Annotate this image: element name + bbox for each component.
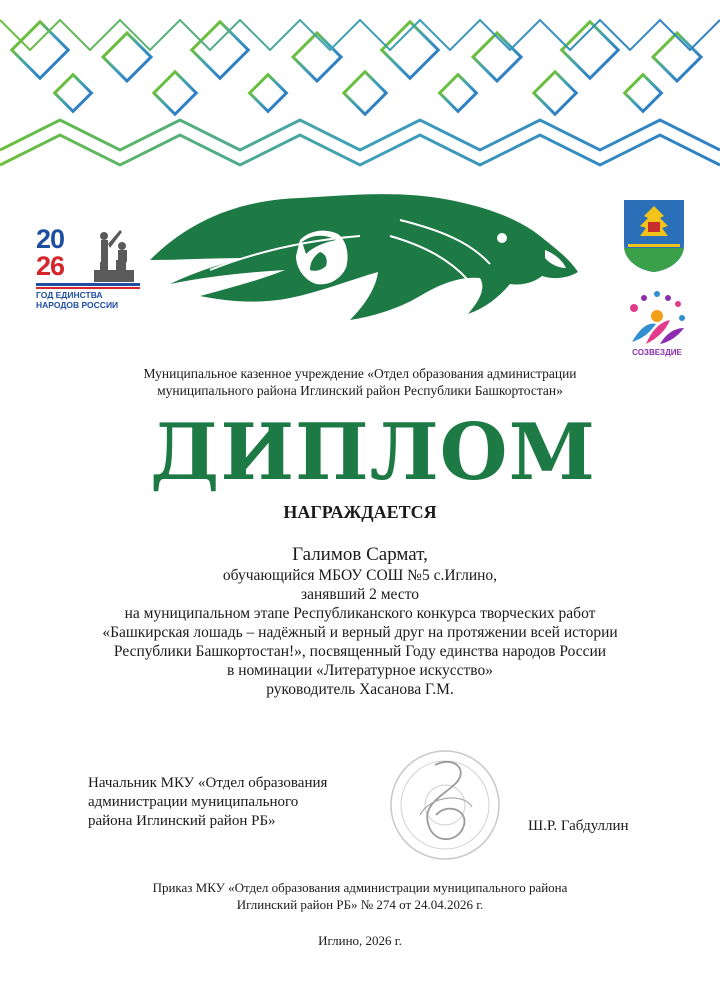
logo-caption-line2: НАРОДОВ РОССИИ	[36, 300, 119, 310]
horse-head-with-rider-emblem-icon	[150, 180, 580, 325]
recipient-name: Галимов Сармат,	[292, 544, 428, 565]
signatory-line3: района Иглинский район РБ»	[88, 813, 276, 829]
signatory-line1: Начальник МКУ «Отдел образования	[88, 775, 328, 791]
order-line1: Приказ МКУ «Отдел образования администрации муниципального района	[152, 880, 568, 895]
sozvezdie-label: СОЗВЕЗДИЕ	[632, 348, 682, 357]
year-of-unity-logo	[36, 226, 140, 318]
sozvezdie-stars-icon	[622, 290, 692, 350]
logo-caption-line1: ГОД ЕДИНСТВА	[36, 290, 103, 300]
signatory-position	[88, 774, 388, 831]
awarded-heading: НАГРАЖДАЕТСЯ	[283, 502, 437, 522]
minin-pozharsky-monument-icon	[86, 226, 140, 284]
official-seal-stamp	[380, 745, 510, 865]
logo-caption	[36, 290, 140, 310]
place-and-year: Иглино, 2026 г.	[318, 933, 402, 948]
recipient-line3: на муниципальном этапе Республиканского конкурса творческих работ	[124, 605, 596, 622]
order-reference	[90, 879, 630, 913]
bashkir-ornament-border	[0, 0, 720, 190]
organization-line2: муниципального района Иглинский район Республики Башкортостан»	[157, 383, 563, 398]
diploma-title: ДИПЛОМ	[150, 407, 596, 498]
logo-year-bottom: 26	[36, 251, 65, 281]
recipient-line1: обучающийся МБОУ СОШ №5 с.Иглино,	[222, 567, 498, 584]
recipient-line7: руководитель Хасанова Г.М.	[266, 681, 454, 698]
logo-stripe-red	[36, 287, 140, 289]
iglino-coat-of-arms-icon	[622, 198, 686, 274]
signatory-line2: администрации муниципального	[88, 794, 299, 810]
recipient-block	[60, 543, 660, 699]
logo-year-top: 20	[36, 224, 65, 254]
recipient-line4: «Башкирская лошадь – надёжный и верный друг на протяжении всей истории	[102, 624, 618, 641]
signer-name: Ш.Р. Габдуллин	[528, 818, 629, 834]
organization-line1: Муниципальное казенное учреждение «Отдел образования администрации	[143, 366, 577, 381]
sozvezdie-logo	[622, 290, 692, 365]
recipient-line2: занявший 2 место	[300, 586, 420, 603]
order-line2: Иглинский район РБ» № 274 от 24.04.2026 г.	[236, 897, 484, 912]
recipient-line5: Республики Башкортостан!», посвященный Году единства народов России	[113, 643, 607, 660]
logo-stripe-blue	[36, 283, 140, 286]
organization-header	[90, 365, 630, 399]
recipient-line6: в номинации «Литературное искусство»	[227, 662, 493, 679]
